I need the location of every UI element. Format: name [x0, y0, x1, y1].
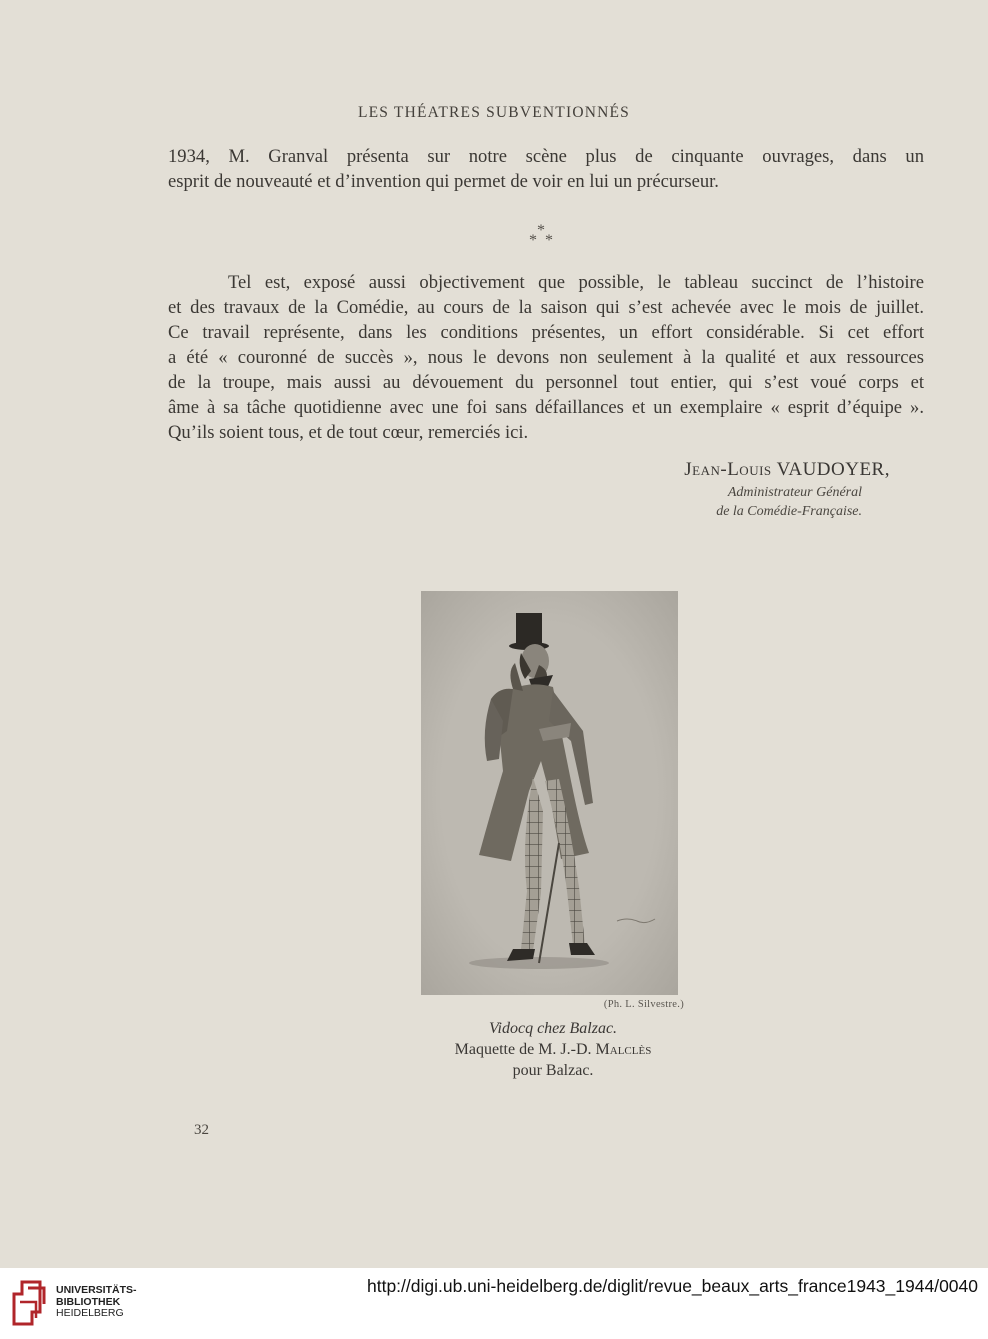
running-head: LES THÉATRES SUBVENTIONNÉS [357, 104, 631, 121]
text-line: Tel est, exposé aussi objectivement que possible, le tableau succinct de l’histoire [228, 272, 924, 293]
library-name-line1: UNIVERSITÄTS- [56, 1284, 137, 1296]
asterism-ornament: * * * [529, 222, 553, 249]
signature-surname: VAUDOYER, [776, 459, 890, 480]
caption-author [400, 1041, 706, 1059]
text-line: de la troupe, mais aussi au dévouement du personnel tout entier, qui s’est voué corps et [168, 372, 924, 393]
text-line: âme à sa tâche quotidienne avec une foi sans défaillances et un exemplaire « esprit d’équipe ». [168, 397, 924, 418]
library-logo-icon [10, 1278, 50, 1335]
text-line: Ce travail représente, dans les conditions présentes, un effort considérable. Si cet effort [168, 322, 924, 343]
caption-author-prefix: Maquette de M. J.-D. [454, 1041, 592, 1058]
caption-author-name: Malclès [595, 1041, 652, 1058]
library-name-line3: HEIDELBERG [56, 1307, 124, 1319]
text-line: 1934, M. Granval présenta sur notre scène plus de cinquante ouvrages, dans un [168, 146, 924, 167]
text-line: Qu’ils soient tous, et de tout cœur, remerciés ici. [168, 422, 529, 443]
text-line: a été « couronné de succès », nous le devons non seulement à la qualité et aux ressources [168, 347, 924, 368]
paragraph-closing [168, 270, 924, 445]
caption-title: Vidocq chez Balzac. [488, 1020, 618, 1037]
library-name-line2: BIBLIOTHEK [56, 1295, 121, 1308]
paragraph-continuation [168, 144, 924, 194]
library-name [56, 1285, 137, 1320]
text-line: et des travaux de la Comédie, au cours de la saison qui s’est achevée avec le mois de juillet. [168, 297, 924, 318]
signature-name [0, 459, 890, 481]
caption-purpose: pour Balzac. [512, 1062, 594, 1079]
page-number: 32 [194, 1122, 209, 1138]
costume-sketch-image [421, 591, 678, 995]
signature-role: Administrateur Général [727, 485, 862, 500]
signature-institution: de la Comédie-Française. [716, 504, 862, 519]
source-url-link[interactable]: http://digi.ub.uni-heidelberg.de/diglit/revue_beaux_arts_france1943_1944/0040 [366, 1276, 978, 1296]
library-footer [0, 1268, 988, 1339]
signature-first-name: Jean-Louis [684, 459, 772, 480]
text-line: esprit de nouveauté et d’invention qui permet de voir en lui un précurseur. [168, 171, 719, 192]
photo-credit: (Ph. L. Silvestre.) [603, 999, 684, 1010]
